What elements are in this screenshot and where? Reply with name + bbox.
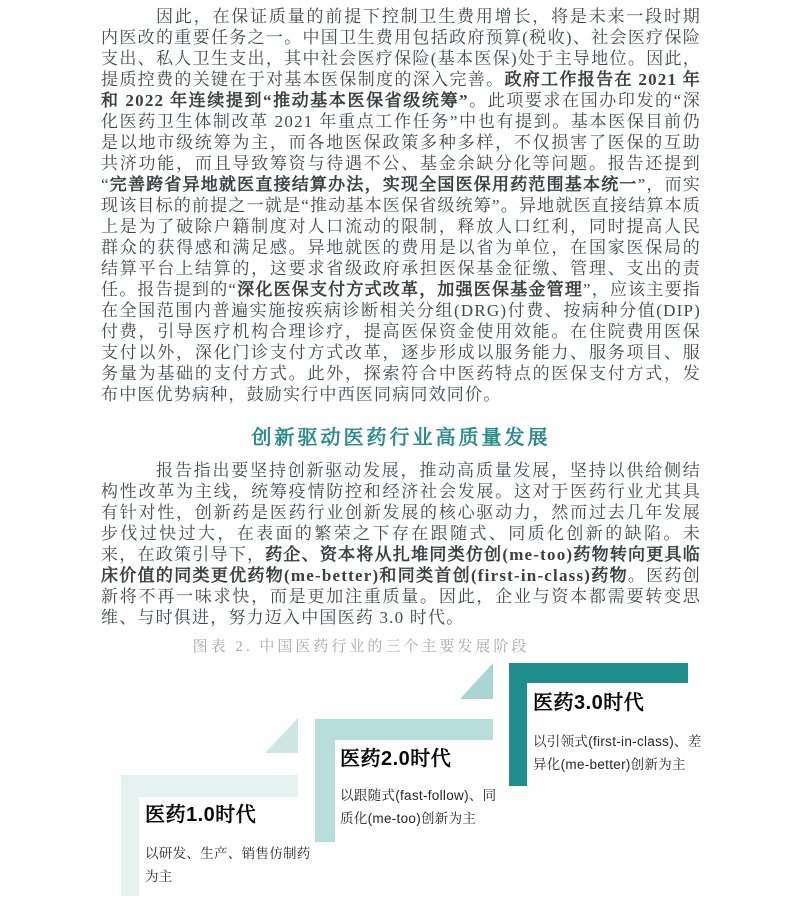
text-run-bold: 完善跨省异地就医直接结算办法，实现全国医保用药范围基本统一 xyxy=(109,175,638,194)
diagram-pharma-eras-stairs xyxy=(0,650,800,902)
step3-description xyxy=(533,730,723,776)
step1-description xyxy=(145,842,335,888)
step2-description-line: 以跟随式(fast-follow)、同 xyxy=(340,788,497,803)
step3-horizontal-bar xyxy=(509,663,688,683)
text-run: ”，而实现该目标的前提之一就是“推动基本医保省级统筹”。异地就医直接结算本质上是为了破除户籍制度对人口流动的限制，释放人口红利，同时提高人民群众的获得感和满足感。异地就医的费用是以省为单位，在国家医保局的结算平台上结算的，这要求省级政府承担医保基金征缴、管理、支出的责任。报告提到的“ xyxy=(101,175,701,299)
text-run: 。此项要求在国办印发的“深化医药卫生体制改革 2021 年重点工作任务”中也有提到。基本医保目前仍是以地市级统筹为主，而各地医保政策多种多样，不仅损害了医保的互助共济功能，而且导致筹资与待遇不公、基金余缺分化等问题。报告还提到“ xyxy=(101,91,701,194)
text-run: 因此，在保证质量的前提下控制卫生费用增长，将是未来一段时期内医改的重要任务之一。中国卫生费用包括政府预算(税收)、社会医疗保险支出、私人卫生支出，其中社会医疗保险(基本医保)处于主导地位。因此，提质控费的关键在于对基本医保制度的深入完善。 xyxy=(101,7,701,89)
step3-title: 医药3.0时代 xyxy=(533,692,645,714)
step2-horizontal-bar xyxy=(315,719,493,740)
text-run-bold: 药企、资本将从扎堆同类仿创(me-too)药物转向更具临床价值的同类更优药物(me-better)和同类首创(first-in-class)药物 xyxy=(101,545,701,585)
paragraph-innovation-driven xyxy=(101,460,701,628)
step2-description xyxy=(340,784,530,830)
text-run-bold: 政府工作报告在 2021 年和 2022 年连续提到“推动基本医保省级统筹” xyxy=(101,70,701,110)
paragraph-medical-insurance-reform xyxy=(101,6,701,405)
article-body xyxy=(101,6,701,656)
section-heading-innovation: 创新驱动医药行业高质量发展 xyxy=(251,427,551,449)
text-run: 。医药创新将不再一味求快，而是更加注重质量。因此，企业与资本都需要转变思维、与时俱进，努力迈入中国医药 3.0 时代。 xyxy=(101,566,701,627)
text-run-bold: 深化医保支付方式改革，加强医保基金管理 xyxy=(237,280,584,299)
triangle-step1-to-step2-icon xyxy=(265,718,298,753)
step1-title: 医药1.0时代 xyxy=(145,804,257,826)
step3-vertical-bar xyxy=(509,663,527,786)
step2-vertical-bar xyxy=(315,719,335,842)
step3-description-line: 异化(me-better)创新为主 xyxy=(533,757,686,772)
step1-description-line: 以研发、生产、销售仿制药 xyxy=(145,846,311,861)
step3-description-line: 以引领式(first-in-class)、差 xyxy=(533,734,702,749)
step1-horizontal-bar xyxy=(121,775,298,797)
step2-title: 医药2.0时代 xyxy=(340,748,452,770)
step2-description-line: 质化(me-too)创新为主 xyxy=(340,811,477,826)
step1-vertical-bar xyxy=(121,775,139,896)
text-run: ”，应该主要指在全国范围内普遍实施按疾病诊断相关分组(DRG)付费、按病种分值(DIP)付费，引导医疗机构合理诊疗，提高医保资金使用效能。在住院费用医保支付以外，深化门诊支付方式改革，逐步形成以服务能力、服务项目、服务量为基础的支付方式。此外，探索符合中医药特点的医保支付方式，发布中医优势病种，鼓励实行中西医同病同效同价。 xyxy=(101,280,701,404)
step1-description-line: 为主 xyxy=(145,869,173,884)
triangle-step2-to-step3-icon xyxy=(460,663,493,699)
figure-caption: 图表 2. 中国医药行业的三个主要发展阶段 xyxy=(192,639,530,655)
text-run: 报告指出要坚持创新驱动发展，推动高质量发展，坚持以供给侧结构性改革为主线，统筹疫情防控和经济社会发展。这对于医药行业尤其具有针对性，创新药是医药行业创新发展的核心驱动力，然而过去几年发展步伐过快过大，在表面的繁荣之下存在跟随式、同质化创新的缺陷。未来，在政策引导下， xyxy=(101,461,701,564)
